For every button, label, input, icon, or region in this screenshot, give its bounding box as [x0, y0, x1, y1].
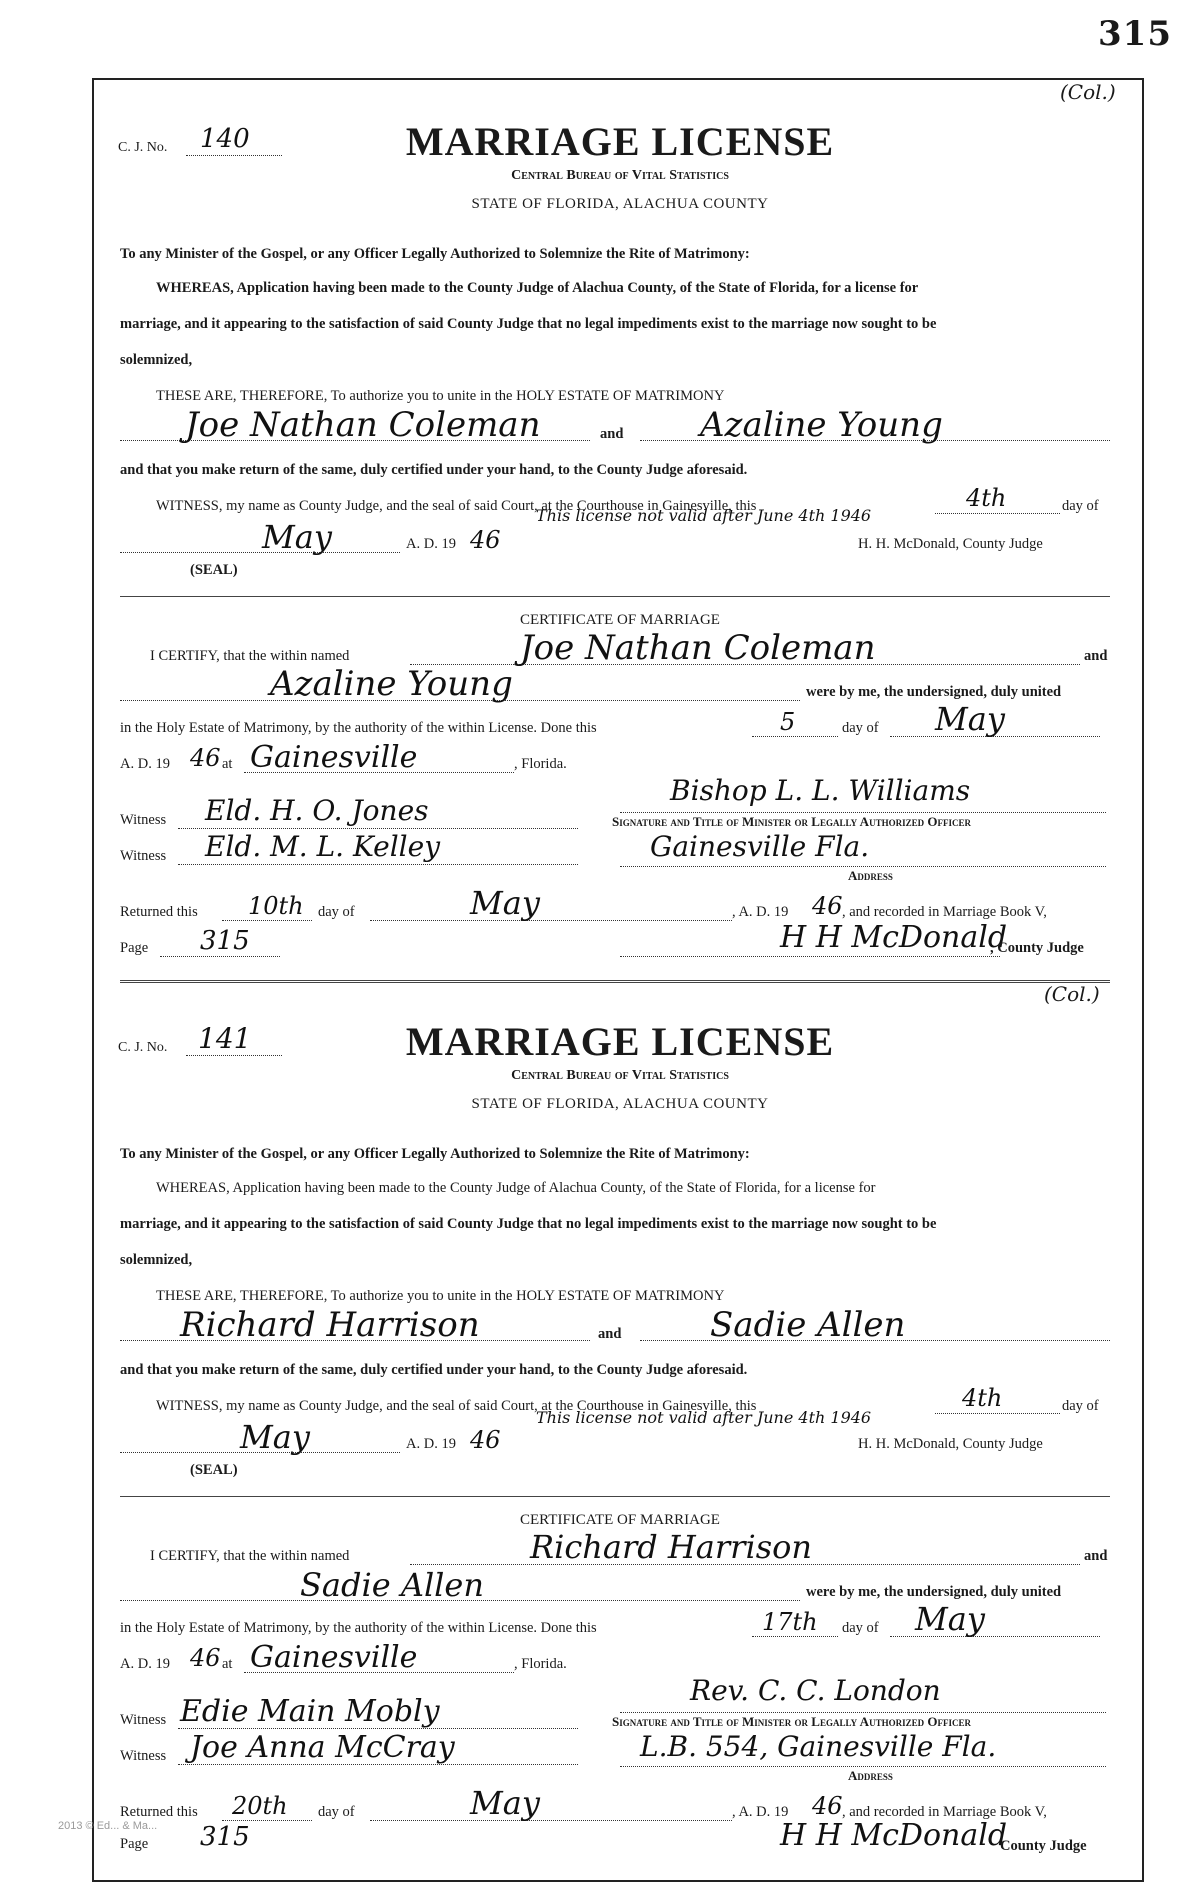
cj-label: C. J. No. [118, 140, 168, 155]
whereas-line-3: solemnized, [120, 1252, 193, 1268]
seal-label: (SEAL) [190, 562, 238, 578]
returned-month: May [470, 1784, 540, 1822]
done-year: 46 [190, 1644, 221, 1672]
year: 46 [470, 1426, 501, 1454]
and-label: and [600, 426, 624, 442]
bureau-subtitle: Central Bureau of Vital Statistics [511, 1068, 729, 1083]
cert-bride-name: Sadie Allen [300, 1566, 484, 1604]
bureau-subtitle: Central Bureau of Vital Statistics [511, 168, 729, 183]
certify-text: I CERTIFY, that the within named [150, 1548, 350, 1564]
ad-at-label: A. D. 19 [120, 1656, 170, 1672]
whereas-line-1: WHEREAS, Application having been made to the County Judge of Alachua County, of the State of Florida, for a license for [156, 280, 919, 296]
license-title: MARRIAGE LICENSE [405, 119, 835, 164]
done-day: 5 [780, 708, 796, 736]
witness-day: 4th [966, 484, 1007, 512]
place: Gainesville [250, 740, 418, 775]
state-heading: STATE OF FLORIDA, ALACHUA COUNTY [471, 196, 769, 212]
cert-and-label: and [1084, 1548, 1108, 1564]
holy-estate-text: in the Holy Estate of Matrimony, by the authority of the within License. Done this [120, 720, 597, 736]
whereas-line-2: marriage, and it appearing to the satisfaction of said County Judge that no legal impediments exist to the marriage now sought to be [120, 1216, 937, 1232]
return-text: and that you make return of the same, duly certified under your hand, to the County Judge aforesaid. [120, 462, 748, 478]
done-day-line [752, 736, 838, 737]
witness-text: WITNESS, my name as County Judge, and the seal of said Court, at the Courthouse in Gainesville, this [156, 498, 757, 514]
done-day: 17th [762, 1608, 818, 1636]
and-label: and [598, 1326, 622, 1342]
state-heading: STATE OF FLORIDA, ALACHUA COUNTY [471, 1096, 769, 1112]
therefore-line: THESE ARE, THEREFORE, To authorize you to unite in the HOLY ESTATE OF MATRIMONY [156, 1288, 725, 1304]
bride-name: Sadie Allen [710, 1305, 906, 1345]
witness-1-name: Eld. H. O. Jones [205, 794, 429, 827]
recorded-text: , and recorded in Marriage Book V, [842, 904, 1047, 920]
florida-label: , Florida. [514, 756, 567, 772]
page-value: 315 [200, 1822, 250, 1852]
done-month: May [935, 700, 1005, 738]
return-text: and that you make return of the same, duly certified under your hand, to the County Judge aforesaid. [120, 1362, 748, 1378]
col-note: (Col.) [1060, 80, 1116, 104]
returned-day: 10th [248, 892, 304, 920]
col-note: (Col.) [1044, 982, 1100, 1006]
therefore-line: THESE ARE, THEREFORE, To authorize you to unite in the HOLY ESTATE OF MATRIMONY [156, 388, 725, 404]
judge-sig-line [620, 956, 1000, 957]
validity-note: This license not valid after June 4th 1946 [536, 506, 872, 525]
united-text: were by me, the undersigned, duly united [806, 684, 1062, 700]
license-divider [120, 980, 1110, 983]
bride-name: Azaline Young [700, 405, 943, 445]
ad-recorded-label: , A. D. 19 [732, 1804, 789, 1820]
groom-name: Richard Harrison [180, 1305, 480, 1345]
page-label: Page [120, 940, 149, 956]
month-line [120, 552, 400, 553]
whereas-line-3: solemnized, [120, 352, 193, 368]
section-divider [120, 1496, 1110, 1497]
judge-signature: H H McDonald [780, 1818, 1008, 1853]
cert-groom-name: Richard Harrison [530, 1528, 812, 1566]
witness-2-label: Witness [120, 848, 167, 864]
done-month: May [915, 1600, 985, 1638]
month: May [240, 1418, 310, 1456]
salutation: To any Minister of the Gospel, or any Officer Legally Authorized to Solemnize the Rite of Matrimony: [120, 246, 750, 262]
section-divider [120, 596, 1110, 597]
done-day-of: day of [842, 720, 879, 736]
witness-day: 4th [962, 1384, 1003, 1412]
cj-number: 140 [200, 124, 250, 154]
witness-2-line [178, 864, 578, 865]
month: May [262, 518, 332, 556]
county-judge-label: , County Judge [990, 940, 1084, 956]
officer-sig-line [620, 812, 1106, 813]
witness-2-label: Witness [120, 1748, 167, 1764]
whereas-line-1: WHEREAS, Application having been made to the County Judge of Alachua County, of the State of Florida, for a license for [156, 1180, 876, 1196]
cj-number: 141 [198, 1022, 252, 1055]
judge-name: H. H. McDonald, County Judge [858, 536, 1043, 552]
certificate-title: CERTIFICATE OF MARRIAGE [520, 1512, 720, 1528]
returned-label: Returned this [120, 904, 198, 920]
officer-address: Gainesville Fla. [650, 830, 870, 863]
officer-sig-line [620, 1712, 1106, 1713]
address-label: Address [848, 868, 893, 883]
returned-month-line [370, 920, 732, 921]
day-of-label: day of [1062, 498, 1099, 514]
ad-label: A. D. 19 [406, 536, 456, 552]
witness-day-line [935, 513, 1060, 514]
returned-day-line [222, 1820, 312, 1821]
done-year: 46 [190, 744, 221, 772]
whereas-line-2: marriage, and it appearing to the satisfaction of said County Judge that no legal impediments exist to the marriage now sought to be [120, 316, 937, 332]
done-day-line [752, 1636, 838, 1637]
page-label: Page [120, 1836, 149, 1852]
florida-label: , Florida. [514, 1656, 567, 1672]
officer-signature: Rev. C. C. London [690, 1674, 941, 1707]
returned-label: Returned this [120, 1804, 198, 1820]
returned-year: 46 [812, 1792, 843, 1820]
returned-month: May [470, 884, 540, 922]
returned-day: 20th [232, 1792, 288, 1820]
witness-day-line [935, 1413, 1060, 1414]
seal-label: (SEAL) [190, 1462, 238, 1478]
returned-day-line [222, 920, 312, 921]
returned-month-line [370, 1820, 732, 1821]
salutation: To any Minister of the Gospel, or any Officer Legally Authorized to Solemnize the Rite of Matrimony: [120, 1146, 750, 1162]
officer-address: L.B. 554, Gainesville Fla. [640, 1730, 997, 1763]
officer-signature: Bishop L. L. Williams [670, 774, 971, 807]
witness-1-name: Edie Main Mobly [180, 1694, 440, 1729]
day-of-label: day of [1062, 1398, 1099, 1414]
united-text: were by me, the undersigned, duly united [806, 1584, 1062, 1600]
validity-note: This license not valid after June 4th 1946 [536, 1408, 872, 1427]
license-title: MARRIAGE LICENSE [405, 1019, 835, 1064]
copyright-watermark: 2013 © Ed... & Ma... [58, 1820, 158, 1832]
cert-and-label: and [1084, 648, 1108, 664]
judge-name: H. H. McDonald, County Judge [858, 1436, 1043, 1452]
at-label: at [222, 1656, 233, 1672]
certify-text: I CERTIFY, that the within named [150, 648, 350, 664]
returned-day-of: day of [318, 904, 355, 920]
ad-label: A. D. 19 [406, 1436, 456, 1452]
cj-label: C. J. No. [118, 1040, 168, 1055]
page-number: 315 [1098, 14, 1172, 54]
address-line [620, 866, 1106, 867]
officer-label: Signature and Title of Minister or Legally Authorized Officer [612, 1714, 971, 1729]
judge-signature: H H McDonald [780, 920, 1008, 955]
address-label: Address [848, 1768, 893, 1783]
returned-year: 46 [812, 892, 843, 920]
cert-groom-name: Joe Nathan Coleman [520, 628, 876, 668]
witness-1-label: Witness [120, 812, 167, 828]
ad-recorded-label: , A. D. 19 [732, 904, 789, 920]
at-label: at [222, 756, 233, 772]
place: Gainesville [250, 1640, 418, 1675]
address-line [620, 1766, 1106, 1767]
witness-1-line [178, 828, 578, 829]
ad-at-label: A. D. 19 [120, 756, 170, 772]
groom-name: Joe Nathan Coleman [185, 405, 541, 445]
cert-bride-name: Azaline Young [270, 664, 513, 704]
county-judge-label: County Judge [1000, 1838, 1087, 1854]
witness-2-name: Joe Anna McCray [190, 1730, 455, 1765]
returned-day-of: day of [318, 1804, 355, 1820]
certificate-title: CERTIFICATE OF MARRIAGE [520, 612, 720, 628]
witness-text: WITNESS, my name as County Judge, and the seal of said Court, at the Courthouse in Gainesville, this [156, 1398, 757, 1414]
holy-estate-text: in the Holy Estate of Matrimony, by the authority of the within License. Done this [120, 1620, 597, 1636]
page-value-line [160, 956, 280, 957]
officer-label: Signature and Title of Minister or Legally Authorized Officer [612, 814, 971, 829]
year: 46 [470, 526, 501, 554]
witness-1-label: Witness [120, 1712, 167, 1728]
page-value: 315 [200, 926, 250, 956]
recorded-text: , and recorded in Marriage Book V, [842, 1804, 1047, 1820]
done-day-of: day of [842, 1620, 879, 1636]
witness-2-name: Eld. M. L. Kelley [205, 830, 441, 863]
